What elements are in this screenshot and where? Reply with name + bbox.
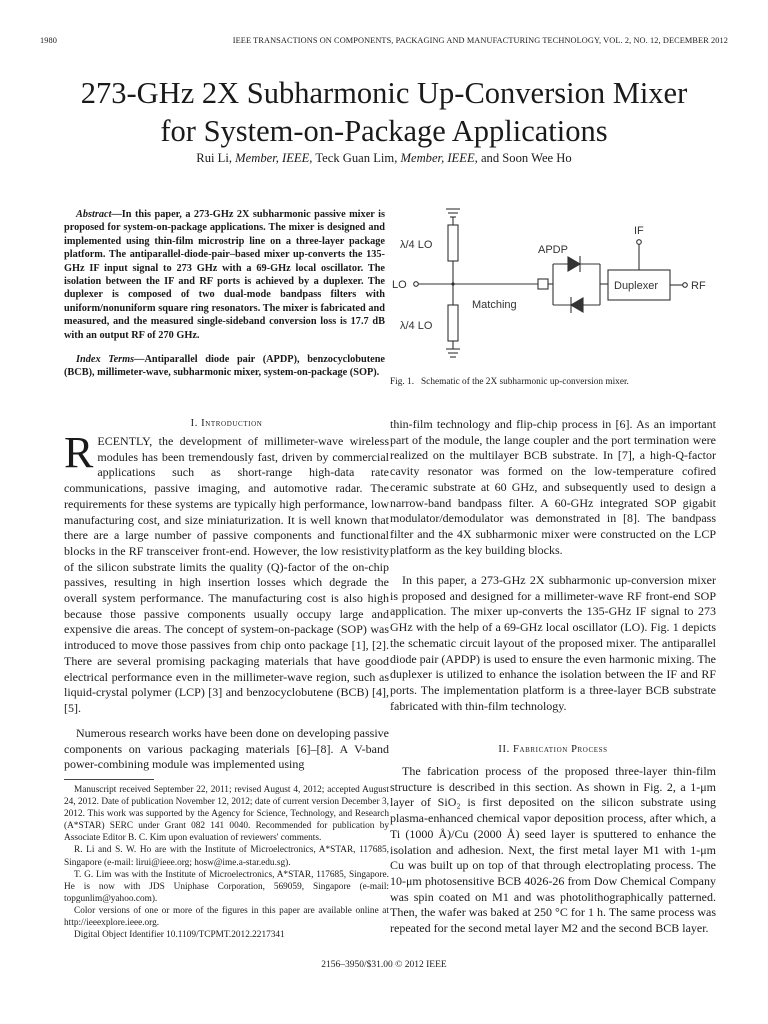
section-1-paragraph-2: Numerous research works have been done on developing passive components on various packaging materials [6]–[8]. A V-band power-combining module was implemented using: [64, 726, 389, 772]
page-number: 1980: [40, 36, 57, 45]
label-duplexer: Duplexer: [614, 280, 659, 292]
index-terms-text: Antiparallel diode pair (APDP), benzocyclobutene (BCB), millimeter-wave, subharmonic mixer, system-on-package (SOP).: [64, 354, 385, 379]
footnote-doi: Digital Object Identifier 10.1109/TCPMT.2012.2217341: [74, 930, 285, 941]
section-2-title: Fabrication Process: [513, 744, 608, 755]
footnote-manuscript: Manuscript received September 22, 2011; revised August 4, 2012; accepted August 24, 2012. Date of publication November 12, 2012; date of current version December 3, 2012. This work was supported by the Agency for Science, Technology, and Research (A*STAR) SERC under Grant 082 141 0040. Recommended for publication by Associate Editor B. C. Kim upon evaluation of reviewers' comments.: [64, 785, 389, 844]
footnote-affiliation-1: R. Li and S. W. Ho are with the Institute of Microelectronics, A*STAR, 117685, Singapore (e-mail: lirui@ieee.org; hosw@ime.a-star.edu.sg).: [64, 845, 389, 868]
abstract-lead: Abstract: [76, 209, 112, 220]
matching-element: [538, 279, 548, 289]
label-matching: Matching: [472, 299, 517, 311]
index-terms-dash: —: [134, 354, 145, 365]
abstract-text: In this paper, a 273-GHz 2X subharmonic passive mixer is proposed for system-on-package applications. The mixer is designed and implemented using thin-film microstrip line on a three-layer package platform. The antiparallel-diode-pair–based mixer up-converts the 135-GHz IF input signal to 273 GHz with a 69-GHz local oscillator. The isolation between the IF and RF ports is achieved by a duplexer. The duplexer is composed of two dual-mode bandpass filters with uniform/nonuniform square ring resonators. The mixer is fabricated and measured, and the measured single-sideband conversion loss is 17.7 dB with an output RF of 270 GHz.: [64, 209, 385, 341]
section-2-numeral: II.: [498, 744, 514, 755]
index-terms: [64, 353, 385, 380]
section-1-title: Introduction: [201, 418, 263, 429]
section-2-heading: [390, 744, 716, 755]
label-lo-port: LO: [392, 279, 407, 291]
footnote-rule: [64, 779, 154, 780]
lo-stub-top: [448, 225, 458, 261]
label-apdp: APDP: [538, 244, 568, 256]
right-column-paragraph-2: In this paper, a 273-GHz 2X subharmonic up-conversion mixer is proposed and designed for a millimeter-wave RF front-end SOP application. The mixer up-converts the 135-GHz IF signal to 273 GHz with the help of a 69-GHz local oscillator (LO). Fig. 1 depicts the schematic circuit layout of the proposed mixer. The antiparallel diode pair (APDP) is used to ensure the even harmonic mixing. The duplexer is utilized to enhance the isolation between the IF and RF ports. The implementation platform is a three-layer BCB substrate fabricated with thin-film technology.: [390, 573, 716, 713]
section-1-numeral: I.: [190, 418, 202, 429]
abstract-dash: —: [111, 209, 122, 220]
figure-1-caption-text: Schematic of the 2X subharmonic up-conversion mixer.: [421, 377, 629, 387]
index-terms-lead: Index Terms: [76, 354, 135, 365]
title-line-2: for System-on-Package Applications: [160, 114, 608, 148]
paper-title: [40, 74, 728, 150]
label-rf-port: RF: [691, 280, 706, 292]
author-2-role: Member, IEEE: [400, 151, 475, 165]
label-lo-quarter-top: λ/4 LO: [400, 239, 433, 251]
figure-1-caption: [390, 377, 629, 387]
author-1-role: Member, IEEE: [235, 151, 310, 165]
label-if-port: IF: [634, 225, 644, 237]
label-lo-quarter-bottom: λ/4 LO: [400, 320, 433, 332]
footnote-affiliation-2: T. G. Lim was with the Institute of Microelectronics, A*STAR, 117685, Singapore. He is now with JDS Uniphase Corporation, 569059, Singapore (e-mail: topgunlim@yahoo.com).: [64, 869, 389, 904]
abstract: [64, 208, 385, 342]
footnotes: [64, 784, 389, 941]
section-2-paragraph-1: The fabrication process of the proposed three-layer thin-film structure is described in this section. As shown in Fig. 2, a 1-μm layer of SiO₂ is first deposited on the silicon substrate using plasma-enhanced chemical vapor deposition process, after which, a Ti (1000 Å)/Cu (2000 Å) seed layer is sputtered to enhance the isolation and adhesion. Next, the first metal layer M1 with 1-μm Cu was built up on top of that through electroplating process. The 10-μm photosensitive BCB 4026-26 from Dow Chemical Company was spin coated on M1 and was photolithographically patterned. Then, the wafer was baked at 250 °C for 1 h. The same process was repeated for the second metal layer M2 and the second BCB layer.: [390, 764, 716, 936]
drop-cap: R: [64, 428, 94, 477]
section-1-paragraph-1: [64, 428, 389, 717]
author-2: , Teck Guan Lim,: [309, 151, 401, 165]
right-column-paragraph-1: thin-film technology and flip-chip process in [6]. As an important part of the module, the lange coupler and the port termination were realized on the multilayer BCB substrate. In [7], a high-Q-factor cavity resonator was formed on the low-temperature cofired ceramic substrate at 60 GHz, and subsequently used to design a narrow-band bandpass filter. A 60-GHz integrated SOP gigabit modulator/demodulator was demonstrated in [8]. The bandpass filter and the 4X subharmonic mixer were constructed on the LCP platform as the key building blocks.: [390, 417, 716, 557]
title-line-1: 273-GHz 2X Subharmonic Up-Conversion Mixer: [80, 76, 688, 110]
figure-1-schematic: [388, 204, 728, 369]
author-3: , and Soon Wee Ho: [474, 151, 572, 165]
figure-1-caption-label: Fig. 1.: [390, 377, 415, 387]
section-1-p1-text: ECENTLY, the development of millimeter-wave wireless modules has been tremendously fast, driven by commercial applications such as short-range high-data rate communications, passive imaging, and automotive radar. The requirements for these systems are typically high performance, low manufacturing cost, and size miniaturization. It is well known that there are a large number of passive components and functional blocks in the RF transceiver front-end. However, the low resistivity of the silicon substrate limits the quality (Q)-factor of the on-chip passives, resulting in high insertion losses which degrade the overall system performance. The manufacturing cost is also high because those passive components usually occupy large and expensive die areas. The concept of system-on-package (SOP) was introduced to move those passives from chip onto package [1], [2]. There are several promising packaging materials that have good electrical performance even in the millimeter-wave region, such as liquid-crystal polymer (LCP) [3] and benzocyclobutene (BCB) [4], [5].: [64, 434, 389, 715]
lo-stub-bottom: [448, 305, 458, 341]
section-1-heading: [64, 418, 389, 429]
author-line: [40, 151, 728, 166]
copyright-footer: 2156–3950/$31.00 © 2012 IEEE: [321, 960, 447, 970]
running-header: IEEE TRANSACTIONS ON COMPONENTS, PACKAGING AND MANUFACTURING TECHNOLOGY, VOL. 2, NO. 12, DECEMBER 2012: [232, 36, 728, 45]
footnote-color: Color versions of one or more of the figures in this paper are available online at http://ieeexplore.ieee.org.: [64, 905, 389, 929]
author-1: Rui Li,: [196, 151, 236, 165]
